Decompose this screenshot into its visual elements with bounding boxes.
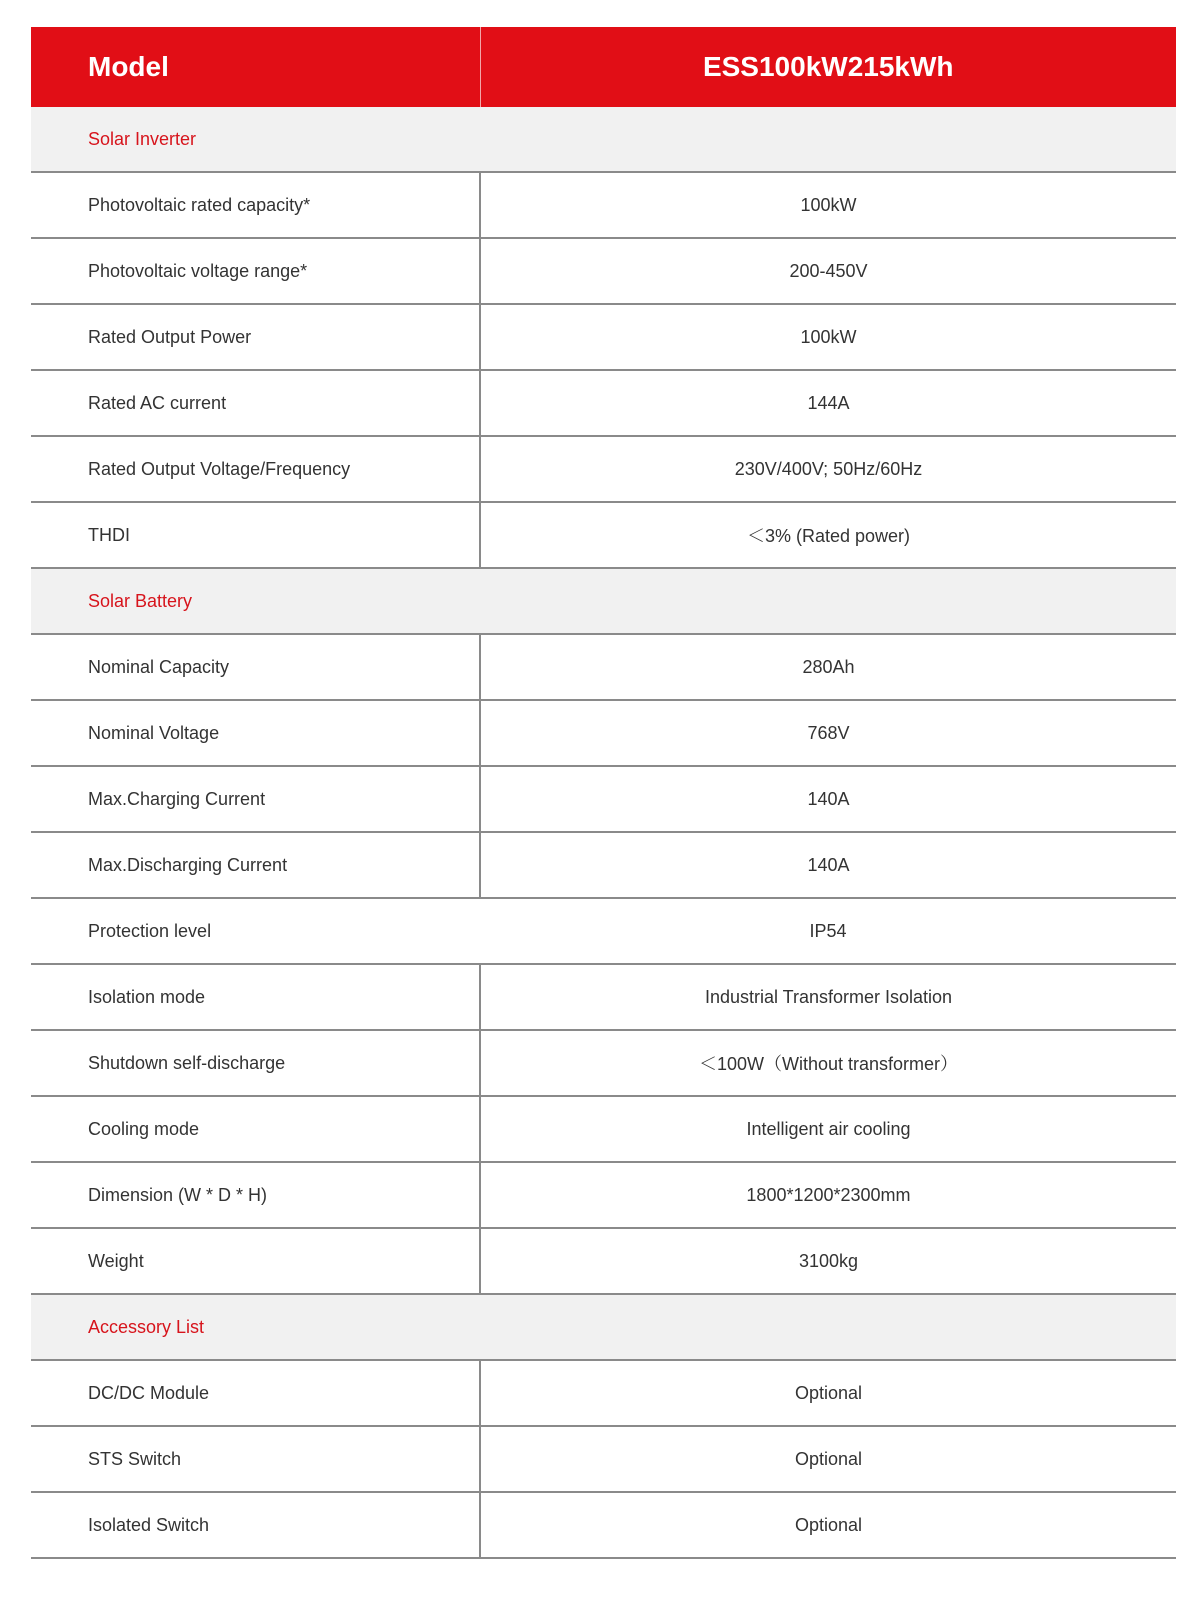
row-label: Rated AC current (31, 370, 480, 436)
row-value: Optional (480, 1426, 1176, 1492)
table-row (31, 634, 1176, 700)
section-title: Solar Inverter (31, 107, 1176, 172)
table-row (31, 370, 1176, 436)
table-row (31, 436, 1176, 502)
table-row (31, 1360, 1176, 1426)
table-row (31, 898, 1176, 964)
section-row-accessory-list (31, 1294, 1176, 1360)
row-value: 140A (480, 766, 1176, 832)
table-row (31, 1030, 1176, 1096)
table-row (31, 832, 1176, 898)
row-label: Shutdown self-discharge (31, 1030, 480, 1096)
row-value: ＜100W（Without transformer） (480, 1030, 1176, 1096)
row-value: 230V/400V; 50Hz/60Hz (480, 436, 1176, 502)
row-label: DC/DC Module (31, 1360, 480, 1426)
row-label: Max.Charging Current (31, 766, 480, 832)
row-value: 200-450V (480, 238, 1176, 304)
row-value: 100kW (480, 172, 1176, 238)
table-row (31, 1162, 1176, 1228)
row-value: 280Ah (480, 634, 1176, 700)
model-value: ESS100kW215kWh (480, 27, 1176, 107)
row-label: Dimension (W * D * H) (31, 1162, 480, 1228)
row-label: STS Switch (31, 1426, 480, 1492)
table-row (31, 1426, 1176, 1492)
row-label: THDI (31, 502, 480, 568)
row-label: Protection level (31, 898, 480, 964)
table-row (31, 238, 1176, 304)
section-title: Accessory List (31, 1294, 1176, 1360)
table-row (31, 1096, 1176, 1162)
table-row (31, 766, 1176, 832)
row-value: 768V (480, 700, 1176, 766)
section-row-solar-inverter (31, 107, 1176, 172)
row-label: Weight (31, 1228, 480, 1294)
table-row (31, 172, 1176, 238)
section-row-solar-battery (31, 568, 1176, 634)
table-row (31, 304, 1176, 370)
table-row (31, 1228, 1176, 1294)
row-value: ＜3% (Rated power) (480, 502, 1176, 568)
row-label: Photovoltaic rated capacity* (31, 172, 480, 238)
section-title: Solar Battery (31, 568, 1176, 634)
row-value: 1800*1200*2300mm (480, 1162, 1176, 1228)
row-value: 140A (480, 832, 1176, 898)
row-label: Rated Output Power (31, 304, 480, 370)
row-label: Photovoltaic voltage range* (31, 238, 480, 304)
table-row (31, 502, 1176, 568)
table-row (31, 964, 1176, 1030)
table-row (31, 1492, 1176, 1558)
row-label: Isolation mode (31, 964, 480, 1030)
row-value: 3100kg (480, 1228, 1176, 1294)
row-label: Max.Discharging Current (31, 832, 480, 898)
row-value: Optional (480, 1492, 1176, 1558)
row-value: 144A (480, 370, 1176, 436)
row-value: Optional (480, 1360, 1176, 1426)
row-value: 100kW (480, 304, 1176, 370)
row-value: Industrial Transformer Isolation (480, 964, 1176, 1030)
row-label: Nominal Capacity (31, 634, 480, 700)
header-row (31, 27, 1176, 107)
row-label: Nominal Voltage (31, 700, 480, 766)
model-label: Model (31, 27, 480, 107)
row-label: Rated Output Voltage/Frequency (31, 436, 480, 502)
row-label: Cooling mode (31, 1096, 480, 1162)
spec-table (31, 27, 1176, 1559)
row-label: Isolated Switch (31, 1492, 480, 1558)
row-value: Intelligent air cooling (480, 1096, 1176, 1162)
table-row (31, 700, 1176, 766)
row-value: IP54 (480, 898, 1176, 964)
